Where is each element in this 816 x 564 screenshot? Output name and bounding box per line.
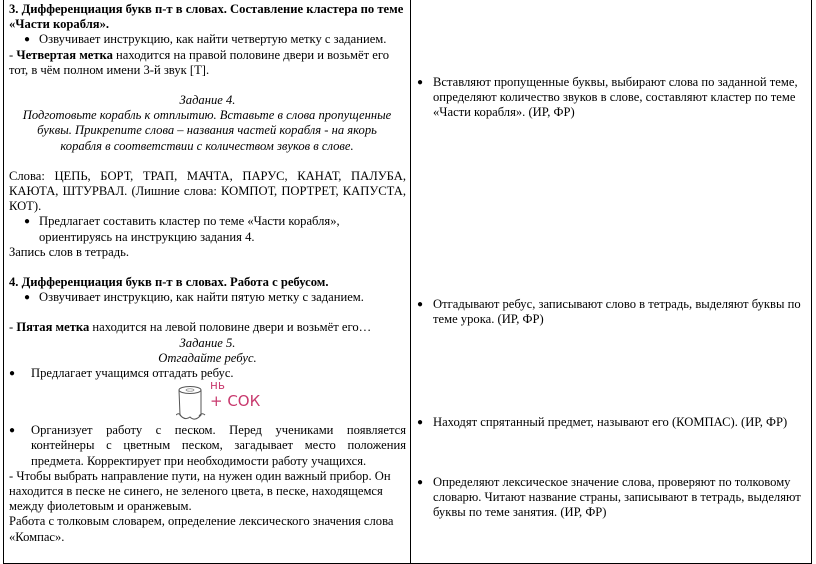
task3-bullet1-text: Озвучивает инструкцию, как найти четвертую метку с заданием. xyxy=(39,32,387,47)
task4-mark-label: Пятая метка xyxy=(16,320,90,335)
right-item-4-text: Определяют лексическое значение слова, проверяют по толковому словарю. Читают название страны, записывают в тетрадь, выделяют буквы по теме занятия. (ИР, ФР) xyxy=(433,475,801,520)
rebus-plus-word: + СОК xyxy=(210,392,261,411)
right-item-1-text: Вставляют пропущенные буквы, выбирают слова по заданной теме, определяют количество звуков в слове, составляют кластер по теме «Части корабля». (ИР, ФР) xyxy=(433,75,798,120)
task5-dictionary: Работа с толковым словарем, определение лексического значения слова «Компас». xyxy=(9,514,394,544)
bullet-icon: ● xyxy=(417,299,424,310)
rebus-image xyxy=(176,378,266,423)
right-item-1 xyxy=(417,75,816,121)
task3-mark-label: Четвертая метка xyxy=(16,47,113,62)
teacher-activity-cell xyxy=(4,0,411,564)
task4-title: 4. Дифференциация букв п-т в словах. Работа с ребусом. xyxy=(9,275,329,290)
bullet-icon: ● xyxy=(24,34,31,46)
bullet-icon: ● xyxy=(9,368,16,380)
right-item-3 xyxy=(417,415,816,430)
bullet-icon: ● xyxy=(417,477,424,488)
dash: - xyxy=(9,320,17,335)
task4-bullet1-text: Озвучивает инструкцию, как найти пятую метку с заданием. xyxy=(39,290,364,305)
bullet-icon: ● xyxy=(24,216,31,228)
task4-mark xyxy=(4,320,410,335)
bullet-icon: ● xyxy=(9,425,16,437)
task5-bullet xyxy=(4,423,410,469)
task3-words: Слова: ЦЕПЬ, БОРТ, ТРАП, МАЧТА, ПАРУС, КАНАТ, ПАЛУБА, КАЮТА, ШТУРВАЛ. (Лишние слова: КОМПОТ, ПОРТРЕТ, КАПУСТА, КОТ). xyxy=(9,168,406,214)
task3-assignment-text: Подготовьте корабль к отплытию. Вставьте в слова пропущенные буквы. Прикрепите слова – названия частей корабля - на якорь корабля в соответствии с количеством звуков в слове. xyxy=(22,108,392,153)
dash: - xyxy=(9,47,17,62)
task3-assignment-title: Задание 4. xyxy=(179,93,236,108)
right-item-4 xyxy=(417,475,816,521)
bullet-icon: ● xyxy=(417,417,424,428)
task3-note: Запись слов в тетрадь. xyxy=(9,244,129,259)
task4-mark-text: находится на левой половине двери и возьмёт его… xyxy=(89,320,372,335)
teacher-activity-content xyxy=(4,2,410,545)
task3-mark xyxy=(4,48,410,78)
right-item-3-text: Находят спрятанный предмет, называют его (КОМПАС). (ИР, ФР) xyxy=(433,415,788,429)
bullet-icon: ● xyxy=(417,77,424,88)
task4-bullet2 xyxy=(4,366,410,381)
task4-bullet1 xyxy=(4,290,410,305)
task3-mark-text: находится на правой половине двери и возьмёт его тот, в чём полном имени 3-й звук [Т]. xyxy=(9,47,390,77)
task5-bullet-text: Организует работу с песком. Перед учениками появляется контейнеры с цветным песком, загадывает место положения предмета. Корректирует при необходимости работу учащихся. xyxy=(31,423,406,468)
task3-bullet2-text: Предлагает составить кластер по теме «Части корабля», ориентируясь на инструкцию задания 4. xyxy=(39,214,340,244)
right-item-2-text: Отгадывают ребус, записывают слово в тетрадь, выделяют буквы по теме урока. (ИР, ФР) xyxy=(433,297,801,327)
right-item-2 xyxy=(417,297,816,327)
task3-bullet1 xyxy=(4,32,410,47)
task5-riddle: - Чтобы выбрать направление пути, на нужен один важный прибор. Он находится в песке не синего, не зеленого цвета, в песке, находящемся между фиолетовым и оранжевым. xyxy=(9,468,391,514)
task4-assignment-subtitle: Отгадайте ребус. xyxy=(158,350,257,365)
task3-bullet2 xyxy=(4,214,410,244)
rebus-letters-top: нь xyxy=(210,378,225,393)
task4-assignment-title: Задание 5. xyxy=(179,335,236,350)
task4-bullet2-text: Предлагает учащимся отгадать ребус. xyxy=(31,366,234,381)
task3-title: 3. Дифференциация букв п-т в словах. Составление кластера по теме «Части корабля». xyxy=(9,2,404,32)
bullet-icon: ● xyxy=(24,292,31,304)
